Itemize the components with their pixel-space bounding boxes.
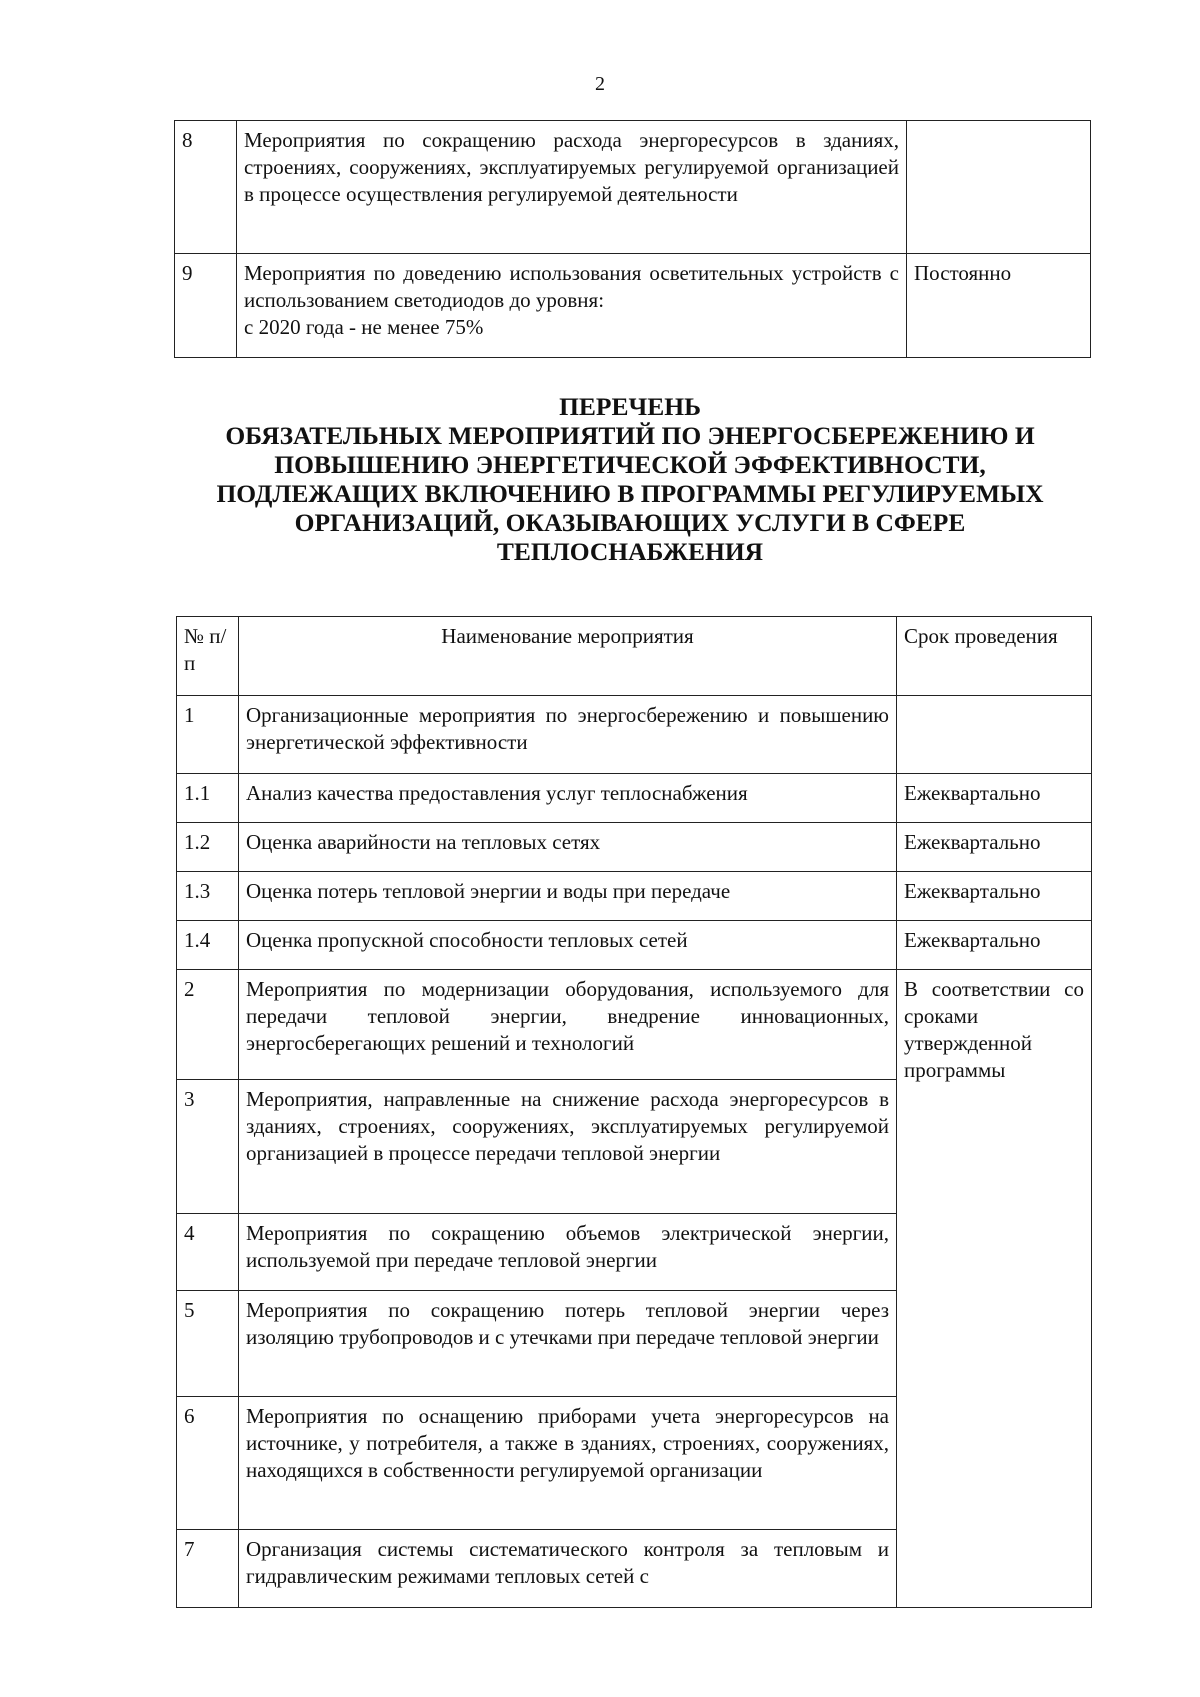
- measure-name: Мероприятия по сокращению объемов электрической энергии, используемой при передаче тепловой энергии: [239, 1214, 897, 1291]
- table-row: [177, 696, 1092, 774]
- row-number: 3: [177, 1080, 239, 1214]
- table-row: [175, 121, 1091, 254]
- measure-name-cell: [237, 254, 907, 358]
- header-term: Срок проведения: [897, 617, 1092, 696]
- measure-name: Оценка аварийности на тепловых сетях: [239, 823, 897, 872]
- title-line: ПЕРЕЧЕНЬ: [559, 392, 701, 421]
- measures-table-continued: [174, 120, 1091, 358]
- page-number: 2: [595, 73, 605, 95]
- merged-term: В соответствии со сроками утвержденной программы: [897, 970, 1092, 1608]
- measure-name: Мероприятия по оснащению приборами учета энергоресурсов на источнике, у потребителя, а также в зданиях, строениях, сооружениях, находящихся в собственности регулируемой организации: [239, 1397, 897, 1530]
- measure-name: Мероприятия по сокращению потерь тепловой энергии через изоляцию трубопроводов и с утечками при передаче тепловой энергии: [239, 1291, 897, 1397]
- row-number: 9: [175, 254, 237, 358]
- row-number: 1.4: [177, 921, 239, 970]
- measure-name-line2: с 2020 года - не менее 75%: [244, 315, 484, 339]
- measure-name: Оценка потерь тепловой энергии и воды при передаче: [239, 872, 897, 921]
- row-number: 2: [177, 970, 239, 1080]
- measure-name: Мероприятия по модернизации оборудования, используемого для передачи тепловой энергии, внедрение инновационных, энергосберегающих решений и технологий: [239, 970, 897, 1080]
- title-line: ОБЯЗАТЕЛЬНЫХ МЕРОПРИЯТИЙ ПО ЭНЕРГОСБЕРЕЖЕНИЮ И: [225, 421, 1035, 450]
- row-number: 6: [177, 1397, 239, 1530]
- row-number: 5: [177, 1291, 239, 1397]
- row-number: 1.3: [177, 872, 239, 921]
- measure-name: Анализ качества предоставления услуг теплоснабжения: [239, 774, 897, 823]
- measure-name: Организационные мероприятия по энергосбережению и повышению энергетической эффективности: [239, 696, 897, 774]
- measure-term: Ежеквартально: [897, 774, 1092, 823]
- title-line: ТЕПЛОСНАБЖЕНИЯ: [496, 537, 764, 566]
- measure-name: Мероприятия по сокращению расхода энергоресурсов в зданиях, строениях, сооружениях, эксплуатируемых регулируемой организацией в процессе осуществления регулируемой деятельности: [237, 121, 907, 254]
- measure-term: Постоянно: [907, 254, 1091, 358]
- mandatory-measures-table: [176, 616, 1092, 1608]
- row-number: 7: [177, 1530, 239, 1608]
- title-line: ПОДЛЕЖАЩИХ ВКЛЮЧЕНИЮ В ПРОГРАММЫ РЕГУЛИРУЕМЫХ: [216, 479, 1044, 508]
- measure-name: Организация системы систематического контроля за тепловым и гидравлическим режимами тепловых сетей с: [239, 1530, 897, 1608]
- table-header-row: [177, 617, 1092, 696]
- measure-term: Ежеквартально: [897, 921, 1092, 970]
- title-line: ОРГАНИЗАЦИЙ, ОКАЗЫВАЮЩИХ УСЛУГИ В СФЕРЕ: [294, 508, 966, 537]
- measure-term: Ежеквартально: [897, 823, 1092, 872]
- row-number: 1.2: [177, 823, 239, 872]
- title-line: ПОВЫШЕНИЮ ЭНЕРГЕТИЧЕСКОЙ ЭФФЕКТИВНОСТИ,: [274, 450, 986, 479]
- measure-term: [907, 121, 1091, 254]
- table-row: [175, 254, 1091, 358]
- measure-name: Мероприятия, направленные на снижение расхода энергоресурсов в зданиях, строениях, сооружениях, эксплуатируемых регулируемой организацией в процессе передачи тепловой энергии: [239, 1080, 897, 1214]
- table-row: [177, 872, 1092, 921]
- table-row: [177, 970, 1092, 1080]
- measure-name: Мероприятия по доведению использования осветительных устройств с использованием светодиодов до уровня:: [244, 261, 899, 312]
- row-number: 8: [175, 121, 237, 254]
- header-name: Наименование мероприятия: [239, 617, 897, 696]
- row-number: 1.1: [177, 774, 239, 823]
- table-row: [177, 774, 1092, 823]
- document-title: [150, 392, 1110, 566]
- table-row: [177, 823, 1092, 872]
- header-num: № п/п: [177, 617, 239, 696]
- measure-name: Оценка пропускной способности тепловых сетей: [239, 921, 897, 970]
- row-number: 4: [177, 1214, 239, 1291]
- measure-term: [897, 696, 1092, 774]
- row-number: 1: [177, 696, 239, 774]
- measure-term: Ежеквартально: [897, 872, 1092, 921]
- table-row: [177, 921, 1092, 970]
